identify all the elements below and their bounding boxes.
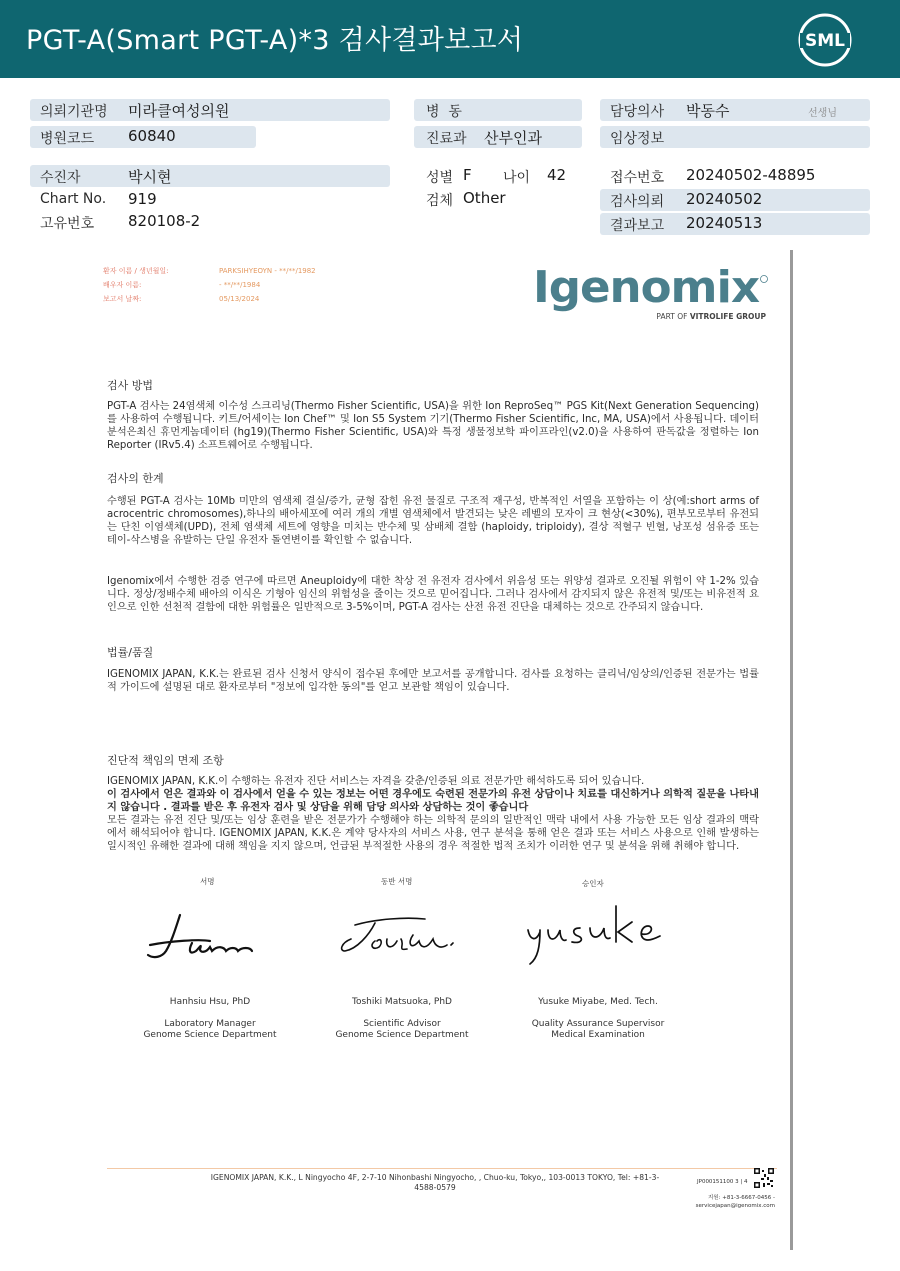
doctor-field <box>600 99 870 121</box>
doctor-label: 담당의사 <box>610 104 665 120</box>
limits-title: 검사의 한계 <box>107 472 164 485</box>
report-date-value: 20240513 <box>686 214 763 232</box>
signature-heading: 승인자 <box>582 879 604 888</box>
report-margin-line <box>790 250 793 1250</box>
signature-role-line: Medical Examination <box>551 1030 645 1040</box>
signature-heading: 서명 <box>200 877 215 886</box>
disclaimer-text-bold: 이 검사에서 얻은 결과와 이 검사에서 얻을 수 있는 정보는 어떤 경우에도 숙련된 전문가의 유전 상담이나 치료를 대신하거나 의학적 질문을 나타내지 않습니다 . 결과를 받은 후 유전자 검사 및 상담을 위해 담당 의사와 상담하는 것이 좋습니다 <box>107 789 759 813</box>
institution-field <box>30 99 390 121</box>
hospital-code-field <box>30 126 256 148</box>
unique-no-field <box>30 211 390 233</box>
signature-heading: 동반 서명 <box>381 877 413 886</box>
chart-no-field <box>30 189 390 211</box>
patient-value: 박시현 <box>128 168 172 186</box>
specimen-value: Other <box>463 189 506 207</box>
patient-info-values <box>219 264 316 306</box>
report-date-label: 결과보고 <box>610 218 665 234</box>
signature-role <box>503 1019 693 1041</box>
signature-hsu-image <box>140 905 270 965</box>
signature-role-line: Scientific Advisor <box>363 1019 441 1029</box>
department-label: 진료과 <box>426 131 467 147</box>
chart-no-label: Chart No. <box>40 191 107 207</box>
sml-logo-text: SML <box>805 31 845 51</box>
signature-role <box>115 1019 305 1041</box>
footer-contact-email: servicejapan@igenomix.com <box>695 1203 775 1209</box>
sex-value: F <box>463 166 472 184</box>
sex-label: 성별 <box>426 170 454 186</box>
disclaimer-text-1: IGENOMIX JAPAN, K.K.이 수행하는 유전자 진단 서비스는 자격을 갖춘/인증된 의료 전문가만 해석하도록 되어 있습니다. <box>107 776 645 787</box>
igenomix-tagline: PART OF VITROLIFE GROUP <box>656 312 766 321</box>
signature-role-line: Genome Science Department <box>143 1030 277 1040</box>
age-value: 42 <box>547 166 567 184</box>
report-title: PGT-A(Smart PGT-A)*3 검사결과보고서 <box>26 25 524 56</box>
patient-field <box>30 165 390 187</box>
receipt-no-value: 20240502-48895 <box>686 166 816 184</box>
doctor-suffix: 선생님 <box>808 108 837 119</box>
request-date-label: 검사의뢰 <box>610 194 665 210</box>
footer-contact <box>690 1194 775 1210</box>
hospital-code-value: 60840 <box>128 127 176 145</box>
report-header <box>0 0 900 78</box>
signature-name: Hanhsiu Hsu, PhD <box>169 997 251 1007</box>
patient-info-keys <box>103 264 169 306</box>
signature-miyabe-image <box>522 900 682 968</box>
chart-no-value: 919 <box>128 190 157 208</box>
doctor-value: 박동수 <box>686 102 730 120</box>
signature-matsuoka-image <box>335 905 465 965</box>
patient-info-key: 배우자 이름: <box>103 281 142 289</box>
signature-name: Toshiki Matsuoka, PhD <box>351 997 452 1007</box>
ward-field <box>414 99 582 121</box>
registered-mark-icon <box>761 276 768 283</box>
request-date-value: 20240502 <box>686 190 763 208</box>
footer-divider <box>107 1168 777 1169</box>
footer-address: IGENOMIX JAPAN, K.K., L Ningyocho 4F, 2-7-10 Nihonbashi Ningyocho, , Chuo-ku, Tokyo,, 103-0013 TOKYO, Tel: +81-3-4588-0579 <box>210 1173 660 1192</box>
receipt-no-label: 접수번호 <box>610 170 665 186</box>
clinical-info-field <box>600 126 870 148</box>
request-date-field <box>600 189 870 211</box>
signature-role-line: Quality Assurance Supervisor <box>531 1019 665 1029</box>
signature-name: Yusuke Miyabe, Med. Tech. <box>538 997 658 1007</box>
ward-label: 병 동 <box>426 104 462 120</box>
sex-age-field <box>414 165 584 187</box>
clinical-info-label: 임상정보 <box>610 131 665 147</box>
patient-info-value: PARKSIHYEOYN - **/**/1982 <box>219 267 316 275</box>
signature-role <box>307 1019 497 1041</box>
method-text: PGT-A 검사는 24염색체 이수성 스크리닝(Thermo Fisher Scientific, USA)을 위한 Ion ReproSeq™ PGS Kit(Next Generation Sequencing)를 사용하여 수행됩니다. 키트/어세이는 Ion Chef™ 및 Ion S5 System 기기(Thermo Fisher Scientific, Inc, MA, USA)에서 사용됩니다. 데이터 분석은최신 휴먼게놈데이터 (hg19)(Thermo Fisher Scientific, USA)와 특정 생물정보학 파이프라인(v2.0)을 사용하여 판독값을 정렬하는 Ion Reporter (IRv5.4) 소프트웨어로 수행됩니다. <box>107 401 759 451</box>
disclaimer-title: 진단적 책임의 면제 조항 <box>107 754 224 767</box>
disclaimer-text-2: 모든 결과는 유전 진단 및/또는 임상 훈련을 받은 전문가가 수행해야 하는 의학적 문의의 일반적인 맥락 내에서 사용 가능한 모든 임상 결과의 맥락에서 해석되어야 합니다. IGENOMIX JAPAN, K.K.은 계약 당사자의 서비스 사용, 연구 분석을 통해 얻은 결과 또는 서비스 사용으로 인해 발생하는 일시적인 유해한 결과에 대해 책임을 지지 않으며, 언급된 부적절한 사용의 경우 적절한 법적 조치가 이러한 연구 및 분석을 위해 취해야 합니다. <box>107 815 759 852</box>
patient-info-key: 환자 이름 / 생년월일: <box>103 267 169 275</box>
report-date-field <box>600 213 870 235</box>
institution-label: 의뢰기관명 <box>40 104 108 120</box>
limits-text-2: Igenomix에서 수행한 검증 연구에 따르면 Aneuploidy에 대한 착상 전 유전자 검사에서 위음성 또는 위양성 결과로 오진될 위험이 약 1-2% 있습니다. 정상/정배수체 배아의 이식은 기형아 임신의 위험성을 줄이는 것으로 믿어집니다. 그러나 검사에서 감지되지 않은 유전적 및/또는 비유전적 요인으로 인한 선천적 결함에 대한 위험률은 일반적으로 3-5%이며, PGT-A 검사는 산전 유전 진단을 대체하는 것으로 간주되지 않습니다. <box>107 576 759 613</box>
qr-code-icon <box>754 1168 774 1188</box>
signature-role-line: Laboratory Manager <box>164 1019 256 1029</box>
patient-info-value: - **/**/1984 <box>219 281 261 289</box>
hospital-code-label: 병원코드 <box>40 131 95 147</box>
department-field <box>414 126 582 148</box>
patient-label: 수진자 <box>40 170 81 186</box>
legal-title: 법률/품질 <box>107 646 154 659</box>
age-label: 나이 <box>503 170 531 186</box>
limits-text-1: 수행된 PGT-A 검사는 10Mb 미만의 염색체 결실/증가, 균형 잡힌 유전 물질로 구조적 재구성, 반복적인 서열을 포함하는 이 상(예:short arms of acrocentric chromosomes),하나의 배아세포에 여러 개의 개별 염색체에서 발견되는 낮은 레벨의 모자이 크 현상(<30%), 편부모로부터 유전되는 단친 이염색체(UPD), 전체 염색체 세트에 영향을 미치는 반수체 및 삼배체 결함 (haploidy, triploidy), 결상 적혈구 빈혈, 낭포성 섬유증 또는 테이-삭스병을 유발하는 단일 유전자 돌연변이를 확인할 수 없습니다. <box>107 496 759 546</box>
specimen-field <box>414 188 584 210</box>
department-value: 산부인과 <box>484 129 542 147</box>
institution-value: 미라클여성의원 <box>128 102 230 120</box>
receipt-no-field <box>600 165 870 187</box>
patient-info-value: 05/13/2024 <box>219 295 260 303</box>
specimen-label: 검체 <box>426 193 454 209</box>
igenomix-wordmark: Igenomix <box>533 262 760 313</box>
patient-info-key: 보고서 날짜: <box>103 295 142 303</box>
legal-text: IGENOMIX JAPAN, K.K.는 완료된 검사 신청서 양식이 접수된 후에만 보고서를 공개합니다. 검사를 요청하는 클리닉/임상의/인증된 전문가는 법률적 가이드에 설명된 대로 환자로부터 "정보에 입각한 동의"를 얻고 보관할 책임이 있습니다. <box>107 669 759 693</box>
igenomix-logo <box>533 260 773 324</box>
disclaimer-block <box>107 775 759 853</box>
footer-contact-phone: 지원: +81-3-6667-0456 - <box>707 1195 775 1201</box>
unique-no-label: 고유번호 <box>40 216 95 232</box>
footer-code: JP000151100 3 | 4 <box>697 1179 748 1185</box>
sml-logo-icon <box>797 12 853 68</box>
signature-role-line: Genome Science Department <box>335 1030 469 1040</box>
method-title: 검사 방법 <box>107 379 154 392</box>
unique-no-value: 820108-2 <box>128 212 201 230</box>
